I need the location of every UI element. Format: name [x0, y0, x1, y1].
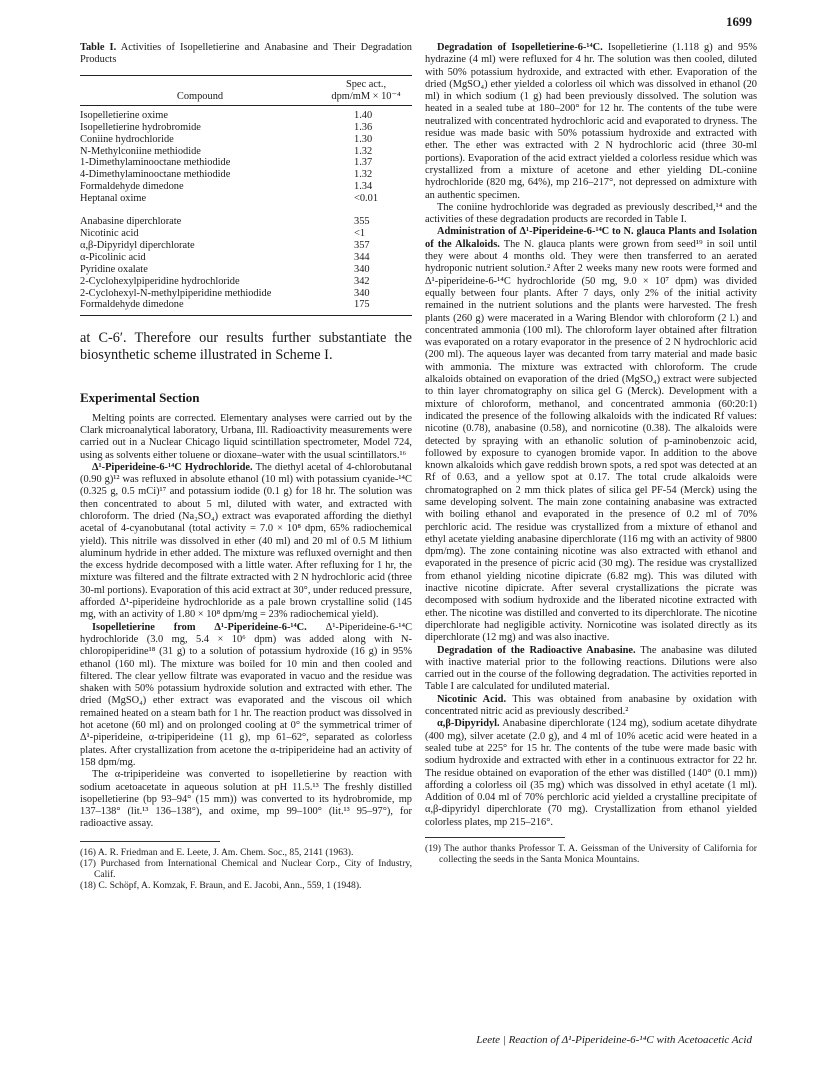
spec-act-cell: <0.01: [354, 193, 379, 205]
left-column: [80, 42, 412, 891]
runin-title: Nicotinic Acid.: [437, 693, 507, 705]
table-row: [80, 157, 412, 169]
compound-cell: Heptanal oxime: [80, 193, 147, 205]
table-caption: [80, 42, 412, 66]
spec-act-cell: 340: [354, 263, 370, 275]
runin-title: Administration of Δ¹-Piperideine-6-¹⁴C to N. glauca Plants and Isolation of the Alkaloids.: [425, 226, 757, 250]
spec-act-cell: 1.32: [354, 169, 373, 181]
compound-cell: Pyridine oxalate: [80, 263, 148, 275]
compound-cell: 2-Cyclohexyl-N-methylpiperidine methiodide: [80, 287, 272, 299]
table-row: [80, 288, 412, 300]
table-row: [80, 276, 412, 288]
compound-cell: Isopelletierine oxime: [80, 109, 169, 121]
compound-cell: Formaldehyde dimedone: [80, 181, 184, 193]
runin-title: Δ¹-Piperideine-6-¹⁴C Hydrochloride.: [92, 461, 253, 473]
paragraph-general: Melting points are corrected. Elementary analyses were carried out by the Clark microanalytical laboratory, Urbana, Ill. Radioactivity measurements were carried out in a Nuclear Chicago liquid scintillation spectrometer, Model 724, using as solvents either toluene or dioxane–water with the usual scintillators.¹⁶: [80, 412, 412, 461]
footnote-18: (18) C. Schöpf, A. Komzak, F. Braun, and E. Jacobi, Ann., 559, 1 (1948).: [80, 879, 362, 891]
footnote-16: (16) A. R. Friedman and E. Leete, J. Am. Chem. Soc., 85, 2141 (1963).: [80, 846, 354, 858]
table-group-anabasine: [80, 212, 412, 316]
runin-title: Degradation of the Radioactive Anabasine.: [437, 644, 636, 656]
runin-title: Isopelletierine from Δ¹-Piperideine-6-¹⁴C.: [92, 621, 307, 633]
table-row: [80, 228, 412, 240]
table-row: [80, 105, 412, 121]
compound-cell: 2-Cyclohexylpiperidine hydrochloride: [80, 275, 240, 287]
spec-act-cell: 1.37: [354, 157, 373, 169]
compound-cell: Isopelletierine hydrobromide: [80, 121, 201, 133]
table-row: [80, 252, 412, 264]
intro-paragraph: at C-6′. Therefore our results further substantiate the biosynthetic scheme illustrated in Scheme I.: [80, 330, 412, 364]
paragraph-piperideine: Δ¹-Piperideine-6-¹⁴C Hydrochloride. The diethyl acetal of 4-chlorobutanal (0.90 g)¹² was refluxed in absolute ethanol (10 ml) with potassium cyanide-¹⁴C (0.325 g, 0.5 mCi)¹⁷ and potassium iodide (0.1 g) for 18 hr. The solution was then concentrated to about 5 ml, diluted with water, and extracted with chloroform. The dried (Na₂SO₄) extract was evaporated affording the diethyl acetal of 4-cyanobutanal (total activity = 7.0 × 10⁸ dpm, 65% radiochemical yield). This nitrile was dissolved in ether (40 ml) and 20 ml of 0.5 M lithium aluminum hydride in ether added. The mixture was refluxed overnight and then the excess hydride decomposed with a little water. After refluxing for 1 hr, the mixture was filtered and the filtrate extracted with 2 N hydrochloric acid (three 30-ml portions). Evaporation of this acid extract at 30°, under reduced pressure, afforded Δ¹-piperideine hydrochloride as a pale brown crystalline solid (145 mg, with an activity of 1.80 × 10⁸ dpm/mg = 23% radiochemical yield).: [80, 461, 412, 621]
footnotes-right: [425, 843, 757, 865]
paragraph-administration: Administration of Δ¹-Piperideine-6-¹⁴C to N. glauca Plants and Isolation of the Alkaloids. The N. glauca plants were grown from seed¹⁹ in soil until they were about 4 months old. They were then transferred to an aerated hydroponic nutrient solution.² After 2 weeks many new roots were formed and Δ¹-piperideine-6-¹⁴C hydrochloride (50 mg, 9.0 × 10⁷ dpm) was divided equally between four plants. After 7 days, only 2% of the initial activity remained in the nutrient solutions and the plants were harvested. The fresh plants (260 g) were macerated in a Waring Blendor with chloroform (2 l.) and concentrated ammonia (100 ml). The chloroform layer obtained after filtration was evaporated on a rotary evaporator in the presence of 2 N hydrochloric acid (200 ml). The aqueous layer was decanted from tarry material and made basic with ammonia. The mixture was extracted with chloroform. The crude alkaloids obtained on evaporation of the dried (MgSO₄) extract were subjected to thin layer chromatography on silica gel G (Merck). Development with a mixture of chloroform, methanol, and concentrated ammonia (60:20:1) indicated the presence of the following alkaloids with the indicated Rf values: nicotine (0.78), anabasine (0.58), and nornicotine (0.38). The alkaloids were detected by spraying with an ethanolic solution of p-aminobenzoic acid, followed by exposure to cyanogen bromide vapor. In addition to the above known alkaloids which gave reddish brown spots, a red spot was detected at an Rf of 0.63, and a yellow spot at 0.17. The total crude alkaloids were chromatographed on 2 mm thick plates of silica gel PF-54 (Merck) using the same developing solvent. The main zone containing anabasine was extracted with boiling ethanol and evaporated in the presence of 0.2 ml of 70% perchloric acid. The residue was crystallized from a mixture of ethanol and ethyl acetate yielding anabasine diperchlorate (116 mg with an activity of 9800 dpm/mg). The zone containing nicotine was also extracted with ethanol and evaporated in the presence of picric acid (30 mg). The residue was crystallized from ethanol yielding nicotine dipicrate (6.82 mg). This was diluted with inactive nicotine dipicrate. After several crystallizations the picrate was decomposed with sodium hydroxide and the liberated nicotine extracted with ether. The nicotine was distilled and converted to its diperchlorate. The nicotine diperchlorate had negligible activity. Nornicotine was isolated directly as its diperchlorate (12 mg) and was also inactive.: [425, 226, 757, 644]
spec-act-cell: 340: [354, 287, 370, 299]
table-label: Table I.: [80, 42, 117, 53]
paragraph-nicotinic-acid: Nicotinic Acid. This was obtained from anabasine by oxidation with concentrated nitric acid as previously described.²: [425, 693, 757, 718]
compound-cell: α-Picolinic acid: [80, 251, 146, 263]
col-header-compound: Compound: [80, 76, 320, 106]
table-header-row: [80, 76, 412, 106]
compound-cell: Coniine hydrochloride: [80, 133, 174, 145]
table-row: [80, 169, 412, 181]
compound-cell: 4-Dimethylaminooctane methiodide: [80, 169, 231, 181]
col-header-spec-line2: dpm/mM × 10⁻⁴: [331, 90, 401, 102]
running-footer: Leete | Reaction of Δ¹-Piperideine-6-¹⁴C with Acetoacetic Acid: [476, 1034, 752, 1046]
spec-act-cell: 342: [354, 275, 370, 287]
table-row: [80, 299, 412, 315]
paragraph-isopelletierine: Isopelletierine from Δ¹-Piperideine-6-¹⁴C. Δ¹-Piperideine-6-¹⁴C hydrochloride (3.0 mg, 5.4 × 10⁶ dpm) was added along with N-chloropiperidine¹⁸ (31 g) to a solution of potassium hydroxide (16 g) in 95% ethanol (160 ml). The mixture was boiled for 10 min and then cooled and filtered. The clear yellow filtrate was evaporated in vacuo and the residue was shaken with 50% potassium hydroxide solution and extracted with ether. The dried (MgSO₄) ether extract was evaporated and the viscous oil which remained heated on a steam bath for 1 hr. The reaction product was dissolved in hot acetone (60 ml) and on prolonged cooling at 0° the symmetrical trimer of Δ¹-piperideine, α-tripiperideine (11 g), mp 61–62°, separated as colorless plates. After crystallization from acetone the α-tripiperideine had an activity of 158 dpm/mg.: [80, 621, 412, 768]
table-row: [80, 264, 412, 276]
table-row: [80, 146, 412, 158]
spec-act-cell: 1.30: [354, 133, 373, 145]
table-row: [80, 122, 412, 134]
spec-act-cell: 1.34: [354, 181, 373, 193]
page-number: 1699: [726, 14, 752, 29]
spec-act-cell: 357: [354, 239, 370, 251]
compound-cell: α,β-Dipyridyl diperchlorate: [80, 239, 195, 251]
col-header-spec-act: [320, 76, 412, 106]
section-title: Experimental Section: [80, 390, 200, 406]
spec-act-cell: <1: [354, 227, 366, 239]
table-row: [80, 181, 412, 193]
runin-title: Degradation of Isopelletierine-6-¹⁴C.: [437, 42, 603, 53]
compound-cell: N-Methylconiine methiodide: [80, 145, 201, 157]
paragraph-tripiperideine: The α-tripiperideine was converted to isopelletierine by reaction with sodium acetoacetate in aqueous solution at pH 11.5.¹³ The freshly distilled isopelletierine (bp 93–94° (15 mm)) was converted to its hydrobromide, mp 137–138° (lit.¹³ 136–138°), and oxime, mp 99–100° (lit.¹³ 95–97°), for radioactive assay.: [80, 769, 412, 830]
table-row: [80, 134, 412, 146]
col-header-spec-line1: Spec act.,: [345, 79, 387, 90]
footnote-17: (17) Purchased from International Chemical and Nuclear Corp., City of Industry, Calif.: [80, 857, 412, 880]
table-row: [80, 193, 412, 205]
paragraph-coniine: The coniine hydrochloride was degraded as previously described,¹⁴ and the activities of these degradation products are recorded in Table I.: [425, 201, 757, 226]
compound-cell: 1-Dimethylaminooctane methiodide: [80, 157, 231, 169]
spec-act-cell: 175: [320, 299, 412, 315]
spec-act-cell: 1.40: [354, 109, 373, 121]
footnotes-left: [80, 847, 412, 891]
paragraph-degradation-isopelletierine: Degradation of Isopelletierine-6-¹⁴C. Isopelletierine (1.118 g) and 95% hydrazine (4 ml) were refluxed for 4 hr. The solution was then cooled, diluted with 50% potassium hydroxide, and extracted with ether. Evaporation of the dried (MgSO₄) ether yielded a colorless oil which was dissolved in ethanol (20 ml) in which sodium (1 g) had been previously dissolved. The solution was heated in a sealed tube at 180–200° for 12 hr. The contents of the tube were neutralized with concentrated hydrochloric acid and evaporated to dryness. The residue was made basic with 50% potassium hydroxide and extracted with ether. The ether was extracted with 2 N hydrochloric acid (three 30-ml portions). Evaporation of the acid extract yielded a colorless residue which was crystallized from a mixture of acetone and ether yielding DL-coniine hydrochloride (820 mg, 64%), mp 216–217°, not depressed on admixture with an authentic specimen.: [425, 42, 758, 201]
spec-act-cell: 1.36: [354, 121, 373, 133]
table-group-spacer: [80, 205, 412, 212]
table-group-isopelletierine: [80, 105, 412, 205]
compound-cell: Anabasine diperchlorate: [80, 216, 182, 228]
spec-act-cell: 1.32: [354, 145, 373, 157]
compound-cell: Nicotinic acid: [80, 227, 139, 239]
footnote-19: (19) The author thanks Professor T. A. Geissman of the University of California for collecting the seeds in the Santa Monica Mountains.: [425, 843, 757, 865]
activity-table: [80, 75, 412, 316]
compound-cell: Formaldehyde dimedone: [80, 299, 320, 315]
paragraph-degradation-anabasine: Degradation of the Radioactive Anabasine. The anabasine was diluted with inactive material prior to the following reactions. Dilutions were also carried out in the course of the following degradation. The activities reported in Table I are calculated for undiluted material.: [425, 644, 757, 693]
table-row: [80, 212, 412, 228]
paragraph-dipyridyl: α,β-Dipyridyl. Anabasine diperchlorate (124 mg), sodium acetate dihydrate (400 mg), silver acetate (2.0 g), and 4 ml of 10% acetic acid were heated in a sealed tube at 225° for 15 hr. The contents of the tube were made basic with sodium hydroxide and extracted with ether in a continuous extractor for 22 hr. The residue obtained on evaporation of the ether was distilled (140° (0.1 mm)) affording a colorless oil (35 mg) which was dissolved in ethyl acetate (1 ml). Addition of 0.04 ml of 70% perchloric acid yielded a crystalline precipitate of α,β-dipyridyl diperchlorate (70 mg). Crystallization from ethanol yielded colorless plates, mp 215–216°.: [425, 718, 757, 828]
table-row: [80, 240, 412, 252]
right-column: [425, 42, 757, 865]
runin-title: α,β-Dipyridyl.: [437, 718, 500, 730]
spec-act-cell: 355: [354, 216, 370, 228]
table-caption-text: Activities of Isopelletierine and Anabasine and Their Degradation Products: [80, 42, 412, 65]
spec-act-cell: 344: [354, 251, 370, 263]
